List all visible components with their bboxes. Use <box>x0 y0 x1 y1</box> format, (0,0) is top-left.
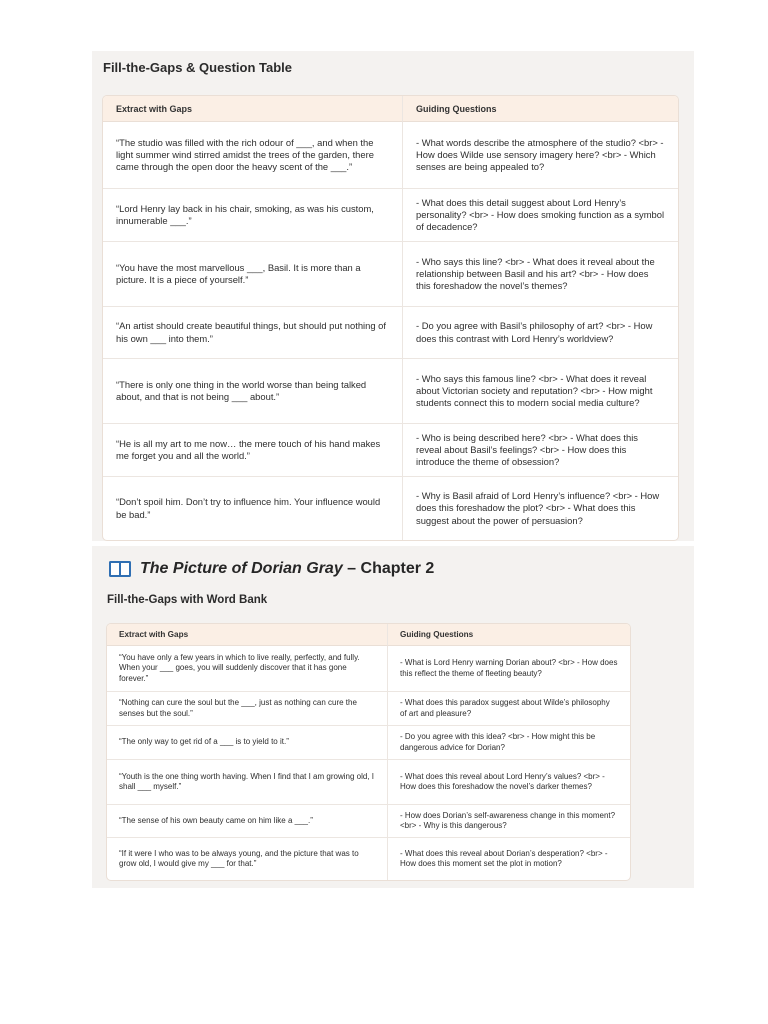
table-row <box>107 759 630 804</box>
extract-cell: “You have only a few years in which to live really, perfectly, and fully. When your ___ goes, you will suddenly discover that it has gone forever.” <box>107 646 388 691</box>
extract-cell: “If it were I who was to be always young, and the picture that was to grow old, I would give my ___ for that.” <box>107 837 388 880</box>
open-book-icon <box>108 559 132 579</box>
chapter-heading <box>108 559 434 579</box>
extract-cell: “He is all my art to me now… the mere touch of his hand makes me forget you and all the world.” <box>103 423 403 476</box>
table-row <box>107 804 630 837</box>
questions-cell: - How does Dorian’s self-awareness change in this moment? <br> - Why is this dangerous? <box>388 804 630 837</box>
word-bank-table <box>106 623 631 881</box>
section-title: Fill-the-Gaps & Question Table <box>103 60 292 75</box>
table-row <box>103 306 678 358</box>
column-header-extract: Extract with Gaps <box>107 624 388 646</box>
table-row <box>103 188 678 241</box>
questions-cell: - Do you agree with Basil’s philosophy of art? <br> - How does this contrast with Lord Henry’s worldview? <box>403 306 678 358</box>
table-row <box>103 476 678 540</box>
table-row <box>107 691 630 725</box>
table-row <box>103 423 678 476</box>
extract-cell: “Don’t spoil him. Don’t try to influence him. Your influence would be bad.” <box>103 476 403 540</box>
table-row <box>103 241 678 306</box>
questions-cell: - What is Lord Henry warning Dorian about? <br> - How does this reflect the theme of fleeting beauty? <box>400 658 618 678</box>
questions-cell: - Do you agree with this idea? <br> - How might this be dangerous advice for Dorian? <box>388 725 630 759</box>
extract-cell: “Youth is the one thing worth having. When I find that I am growing old, I shall ___ myself.” <box>107 759 388 804</box>
chapter-2-section <box>92 546 694 888</box>
extract-cell: “There is only one thing in the world worse than being talked about, and that is not being ___ about.” <box>103 358 403 423</box>
table-row <box>107 725 630 759</box>
extract-cell: “Lord Henry lay back in his chair, smoking, as was his custom, innumerable ___.” <box>103 188 403 241</box>
table-header-row <box>103 96 678 122</box>
extract-cell: “The only way to get rid of a ___ is to yield to it.” <box>107 725 388 759</box>
chapter-label: – Chapter 2 <box>342 560 435 577</box>
extract-cell: “You have the most marvellous ___, Basil. It is more than a picture. It is a piece of yourself.” <box>103 241 403 306</box>
column-header-questions: Guiding Questions <box>403 96 678 122</box>
extract-cell: “The sense of his own beauty came on him like a ___.” <box>107 804 388 837</box>
table-row <box>103 122 678 188</box>
questions-cell: - What does this detail suggest about Lord Henry’s personality? <br> - How does smoking function as a symbol of decadence? <box>403 188 678 241</box>
extract-cell: “An artist should create beautiful things, but should put nothing of his own ___ into them.” <box>103 306 403 358</box>
section-subtitle: Fill-the-Gaps with Word Bank <box>107 594 268 606</box>
column-header-questions: Guiding Questions <box>388 624 630 646</box>
questions-cell: - What words describe the atmosphere of the studio? <br> - How does Wilde use sensory imagery here? <br> - Which senses are being appealed to? <box>416 136 664 173</box>
questions-cell: - Who says this line? <br> - What does it reveal about the relationship between Basil and his art? <br> - How does this foreshadow the novel’s themes? <box>403 241 678 306</box>
questions-cell: - Who says this famous line? <br> - What does it reveal about Victorian society and reputation? <br> - How might students connect this to modern social media culture? <box>403 358 678 423</box>
questions-cell: - What does this reveal about Dorian’s desperation? <br> - How does this moment set the plot in motion? <box>388 837 630 880</box>
questions-cell: - What does this paradox suggest about Wilde’s philosophy of art and pleasure? <box>388 691 630 725</box>
extract-cell: “Nothing can cure the soul but the ___, just as nothing can cure the senses but the soul.” <box>107 691 388 725</box>
table-header-row <box>107 624 630 646</box>
fill-gaps-table <box>102 95 679 541</box>
table-row <box>107 646 630 691</box>
questions-cell: - Who is being described here? <br> - What does this reveal about Basil’s feelings? <br> - How does this introduce the theme of obsession? <box>403 423 678 476</box>
chapter-1-section <box>92 51 694 541</box>
table-row <box>107 837 630 880</box>
questions-cell: - Why is Basil afraid of Lord Henry’s influence? <br> - How does this foreshadow the plot? <br> - What does this suggest about the power of persuasion? <box>403 476 678 540</box>
questions-cell: - What does this reveal about Lord Henry’s values? <br> - How does this foreshadow the novel’s darker themes? <box>388 759 630 804</box>
extract-cell: “The studio was filled with the rich odour of ___, and when the light summer wind stirred amidst the trees of the garden, there came through the open door the heavy scent of the ___.” <box>103 122 403 188</box>
book-title: The Picture of Dorian Gray <box>140 560 343 577</box>
table-row <box>103 358 678 423</box>
column-header-extract: Extract with Gaps <box>103 96 403 122</box>
